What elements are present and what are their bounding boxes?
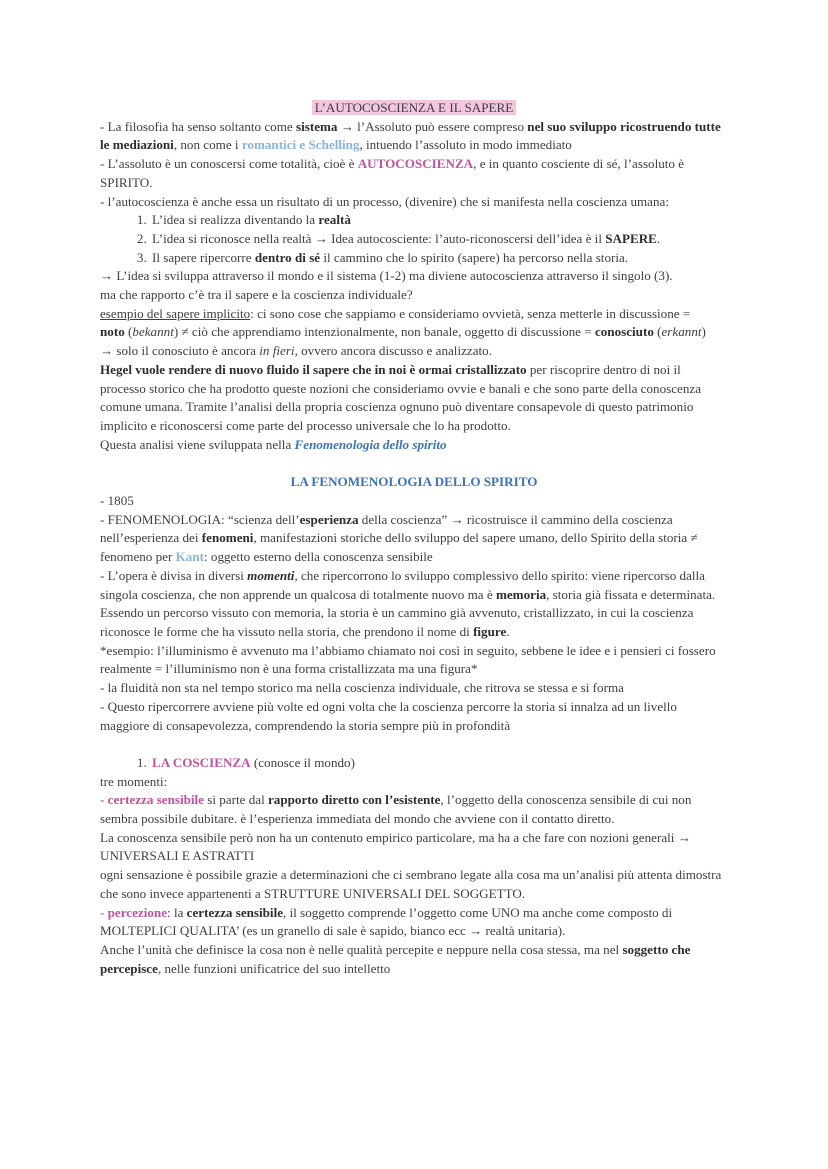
text: : la [167,904,187,920]
paragraph: ogni sensazione è possibile grazie a determinazioni che ci sembrano legate alla cosa ma un’analisi più attenta dimostra che sono invece appartenenti a STRUTTURE UNIVERSALI DEL SOGGETTO. [100,867,722,901]
text: della coscienza” → ricostruisce il cammino della coscienza nell’esperienza dei [100,511,673,546]
text: - [100,792,108,808]
bold-term: dentro di sé [254,249,321,265]
text: . [506,623,510,639]
text: ( [653,324,662,340]
text: Questa analisi viene sviluppata nella [100,436,295,452]
text: per riscoprire dentro di noi il processo storico che ha prodotto queste nozioni che consideriamo ovvie e banali e che sono parte della conoscenza comune umana. Tramite l’analisi della propria coscienza ognuno può diventare consapevole di questo patrimonio implicito e riconoscersi come parte del processo universale che lo ha prodotto. [100,361,702,433]
italic-term: erkannt [661,324,702,340]
text: - [100,904,108,920]
paragraph [100,305,728,324]
paragraph [100,118,728,155]
text: - FENOMENOLOGIA: “scienza dell’ [100,511,300,527]
text: , e in quanto cosciente di sé, l’assoluto è SPIRITO. [100,156,685,190]
text: : ci sono cose che sappiamo e consideriamo ovvietà, senza metterle in discussione = [250,305,691,321]
text: Anche l’unità che definisce la cosa non è nelle qualità percepite e neppure nella cosa stessa, ma nel [100,941,623,957]
paragraph: - Questo ripercorrere avviene più volte ed ogni volta che la coscienza percorre la storia si innalza ad un livello maggiore di consapevolezza, comprendendo la storia sempre più in profondità [100,698,677,733]
text: , nelle funzioni unificatrice del suo intelletto [157,960,391,976]
highlighted-title: L’AUTOCOSCIENZA E IL SAPERE [312,100,516,115]
italic-term: bekannt [132,324,174,340]
bold-term: esperienza [299,511,359,527]
bold-term: nel suo sviluppo ricostruendo tutte le mediazioni [100,118,721,153]
pink-term: LA COSCIENZA [152,754,251,770]
bold-term: fenomeni [201,530,254,546]
text: → l’Assoluto può essere compreso [337,118,528,134]
paragraph: - l’autocoscienza è anche essa un risultato di un processo, (divenire) che si manifesta nella coscienza umana: [100,193,669,209]
paragraph [100,941,728,978]
list-item [150,754,728,773]
numbered-list-coscienza [100,754,728,773]
text: , intuendo l’assoluto in modo immediato [359,137,572,153]
text: , che ripercorrono lo sviluppo complessivo dello spirito: viene ripercorso dalla singola coscienza, che non apprende un qualcosa di totalmente nuovo ma è [100,567,705,602]
section-title-autocoscienza [100,99,728,118]
document-page [100,99,728,978]
underlined-term: esempio del sapere implicito [100,305,251,321]
bold-italic-term: momenti [247,567,295,583]
paragraph [100,323,728,342]
paragraph: tre momenti: [100,773,168,789]
text: ) [701,324,706,340]
pink-term: AUTOCOSCIENZA [357,156,474,172]
paragraph [100,155,728,192]
highlight-term: Kant [175,549,204,565]
paragraph [100,904,728,941]
paragraph [100,436,728,455]
list-item [150,230,728,249]
text: , l’oggetto della conoscenza sensibile di cui non sembra possibile dubitare. è l’esperienza immediata del mondo che avviene con il contatto diretto. [100,792,692,826]
text: ) ≠ ciò che apprendiamo intenzionalmente, non banale, oggetto di discussione = [173,324,595,340]
numbered-list [100,211,728,267]
paragraph [100,511,728,567]
bold-term: realtà [318,212,351,228]
paragraph: ma che rapporto c’è tra il sapere e la coscienza individuale? [100,287,413,303]
text: il cammino che lo spirito (sapere) ha percorso nella storia. [320,249,629,265]
bold-term: soggetto che percepisce [100,941,691,976]
text: Il sapere ripercorre [152,249,255,265]
pink-term: percezione [107,904,168,920]
paragraph: → L’idea si sviluppa attraverso il mondo e il sistema (1-2) ma diviene autocoscienza attraverso il singolo (3). [100,268,673,284]
paragraph [100,342,728,361]
text: , manifestazioni storiche dello sviluppo del sapere umano, dello Spirito della storia ≠ fenomeno per [100,530,698,565]
paragraph: - 1805 [100,493,134,509]
text: (conosce il mondo) [250,754,355,770]
text: - La filosofia ha senso soltanto come [100,118,296,134]
text: - L’assoluto è un conoscersi come totalità, cioè è [100,156,358,172]
paragraph: - la fluidità non sta nel tempo storico ma nella coscienza individuale, che ritrova se stessa e si forma [100,680,624,696]
text: → solo il conosciuto è ancora [100,343,260,359]
list-item [150,249,728,268]
bold-term: Hegel vuole rendere di nuovo fluido il sapere che in noi è ormai cristallizzato [100,361,527,377]
text: L’idea si riconosce nella realtà → Idea autocosciente: l’auto-riconoscersi dell’idea è il [152,230,606,246]
bold-term: rapporto diretto con l’esistente [267,792,441,808]
italic-term: in fieri [259,343,295,359]
text: L’idea si realizza diventando la [152,212,319,228]
bold-term: figure [473,623,507,639]
bold-term: certezza sensibile [186,904,284,920]
text: - L’opera è divisa in diversi [100,567,248,583]
bold-term: memoria [495,586,547,602]
bold-term: sistema [296,118,338,134]
bold-term: SAPERE [605,230,657,246]
section-title-fenomenologia: LA FENOMENOLOGIA DELLO SPIRITO [290,474,538,490]
paragraph: La conoscenza sensibile però non ha un contenuto empirico particolare, ma ha a che fare con nozioni generali → UNIVERSALI E ASTRATTI [100,829,691,864]
spacer [100,735,728,754]
pink-term: certezza sensibile [107,792,204,808]
bold-term: conosciuto [594,324,654,340]
highlight-term: romantici e Schelling [241,137,360,153]
list-item [150,211,728,230]
text: si parte dal [203,792,268,808]
paragraph [100,567,728,642]
text: , il soggetto comprende l’oggetto come UNO ma anche come composto di MOLTEPLICI QUALITA’ (es un granello di sale è sapido, bianco ecc → realtà unitaria). [100,904,673,939]
text: , non come i [173,137,242,153]
paragraph [100,791,728,828]
bold-term: noto [100,324,125,340]
paragraph [100,361,728,436]
paragraph: *esempio: l’illuminismo è avvenuto ma l’abbiamo chiamato noi così in seguito, sebbene le idee e i pensieri ci fossero realmente = l’illuminismo non è una forma cristallizzata ma una figura* [100,642,716,677]
book-title: Fenomenologia dello spirito [294,436,447,452]
text: , storia già fissata e determinata. Essendo un percorso vissuto con memoria, la storia è un cammino già avvenuto, cristallizzato, in cui la coscienza riconosce le forme che ha vissuto nella storia, che prendono il nome di [100,586,716,639]
text: : oggetto esterno della conoscenza sensibile [204,549,433,565]
text: ( [124,324,133,340]
text: . [656,230,661,246]
text: , ovvero ancora discusso e analizzato. [294,343,492,359]
